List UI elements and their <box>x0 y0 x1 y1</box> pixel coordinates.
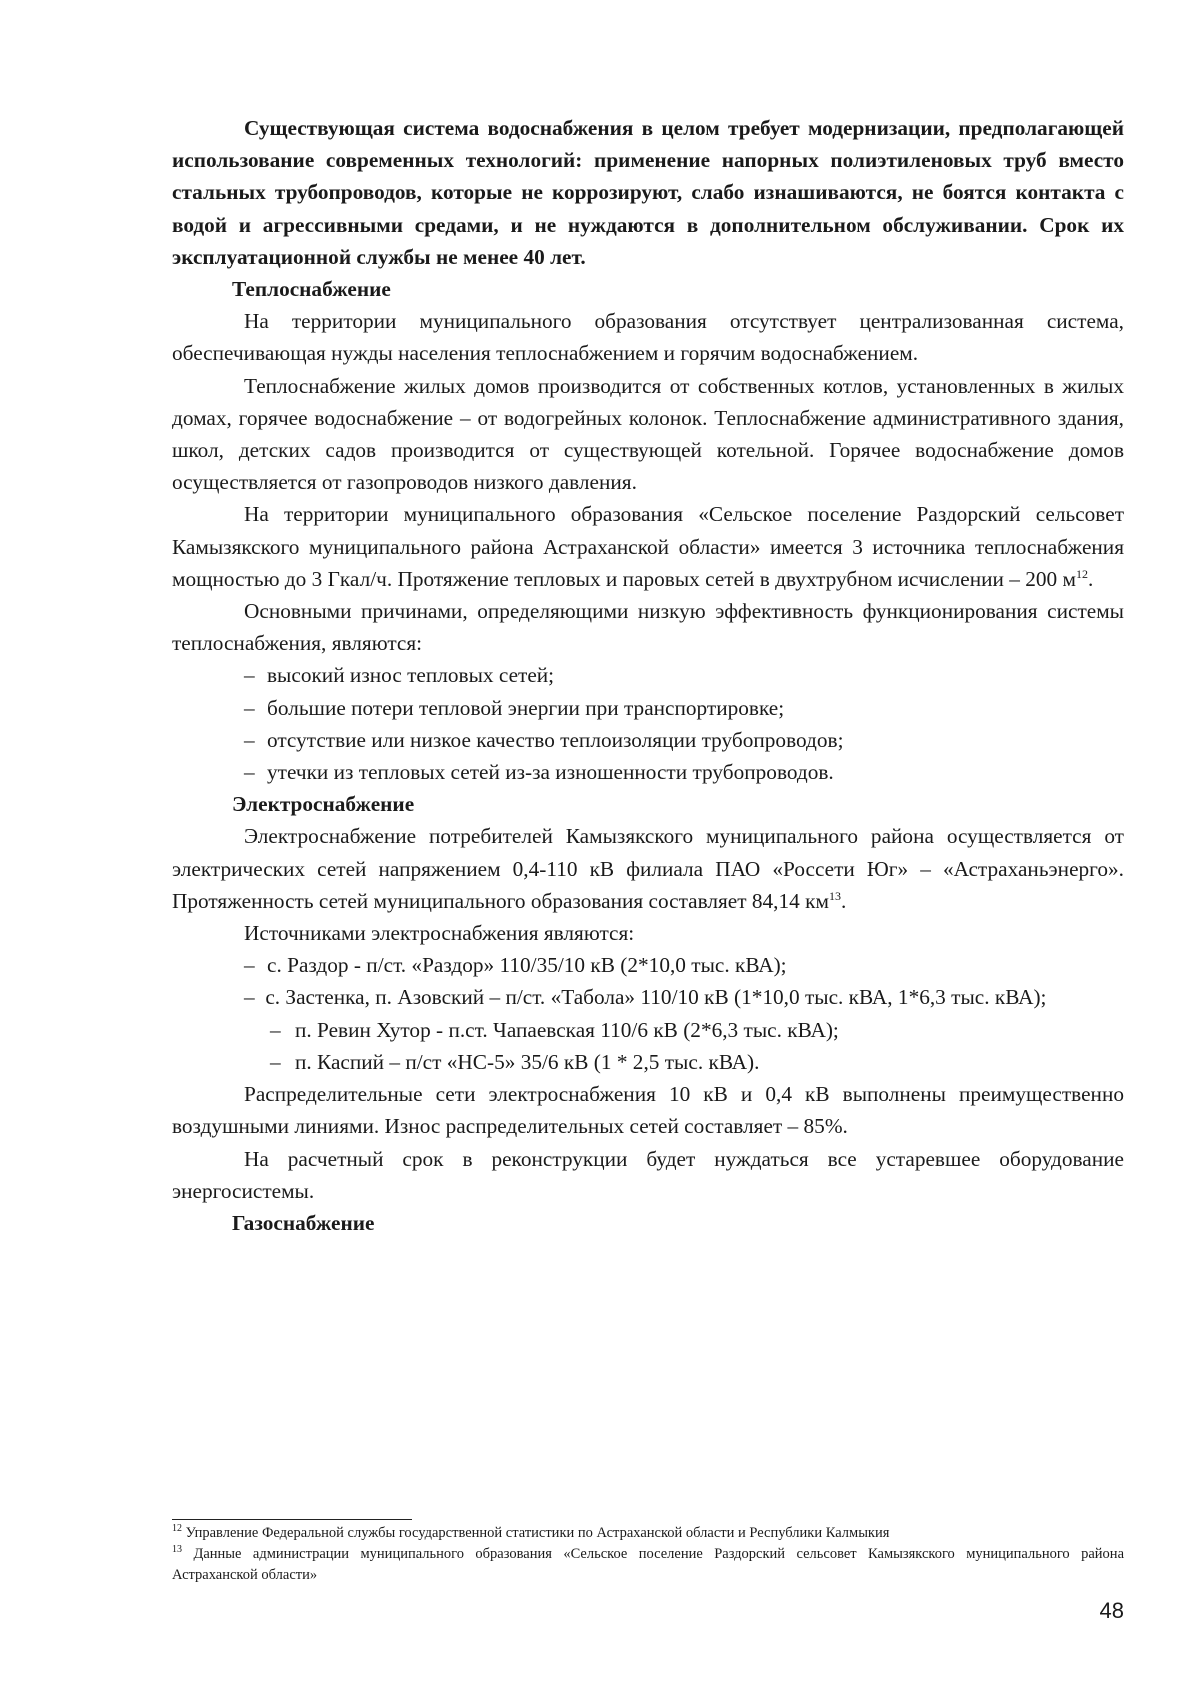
bullet-dash: – <box>244 663 255 688</box>
bullet-dash: – <box>244 985 255 1010</box>
footnote-number: 12 <box>172 1523 182 1535</box>
footnote-12 <box>172 1523 1124 1544</box>
heat-bullet-3 <box>172 724 1124 756</box>
footnote-ref-13: 13 <box>828 888 841 903</box>
elec-bullet-text: с. Раздор - п/ст. «Раздор» 110/35/10 кВ (2*10,0 тыс. кВА); <box>267 953 787 978</box>
heat-bullet-text: высокий износ тепловых сетей; <box>267 663 555 688</box>
heat-bullet-2 <box>172 692 1124 724</box>
footnote-text: Управление Федеральной службы государственной статистики по Астраханской области и Республики Калмыкия <box>185 1525 890 1541</box>
footnotes <box>172 1523 1124 1586</box>
bullet-dash: – <box>270 1017 281 1042</box>
heat-bullet-text: утечки из тепловых сетей из-за изношенности трубопроводов. <box>267 760 834 785</box>
bullet-dash: – <box>244 727 255 752</box>
heating-sources-paragraph: Теплоснабжение жилых домов производится от собственных котлов, установленных в жилых домах, горячее водоснабжение – от водогрейных колонок. Теплоснабжение административного здания, школ, детских садов производится от существующей котельной. Горячее водоснабжение домов осуществляется от газопроводов низкого давления. <box>172 373 1124 495</box>
heat-bullet-4 <box>172 756 1124 788</box>
footnote-number: 13 <box>172 1544 182 1556</box>
heat-bullet-1 <box>172 659 1124 691</box>
heat-supply-heading: Теплоснабжение <box>232 277 391 302</box>
elec-bullet-3 <box>172 1014 1124 1046</box>
inefficiency-causes-paragraph: Основными причинами, определяющими низкую эффективность функционирования системы теплоснабжения, являются: <box>172 599 1124 656</box>
electricity-supply-end: . <box>840 888 847 913</box>
bullet-dash: – <box>244 695 255 720</box>
footnote-separator <box>172 1519 412 1520</box>
heat-networks-end: . <box>1087 566 1094 591</box>
heat-bullet-text: отсутствие или низкое качество теплоизоляции трубопроводов; <box>267 727 844 752</box>
elec-bullet-text: с. Застенка, п. Азовский – п/ст. «Табола» 110/10 кВ (1*10,0 тыс. кВА, 1*6,3 тыс. кВА); <box>265 985 1047 1010</box>
electricity-heading: Электроснабжение <box>232 792 415 817</box>
footnote-13 <box>172 1544 1124 1586</box>
bullet-dash: – <box>244 953 255 978</box>
elec-bullet-1 <box>172 949 1124 981</box>
reconstruction-paragraph: На расчетный срок в реконструкции будет нуждаться все устаревшее оборудование энергосистемы. <box>172 1146 1124 1203</box>
bullet-dash: – <box>244 760 255 785</box>
elec-bullet-text: п. Каспий – п/ст «НС-5» 35/6 кВ (1 * 2,5 тыс. кВА). <box>295 1049 760 1074</box>
elec-bullet-text: п. Ревин Хутор - п.ст. Чапаевская 110/6 кВ (2*6,3 тыс. кВА); <box>295 1017 839 1042</box>
page-number: 48 <box>1099 1598 1124 1623</box>
heat-bullet-text: большие потери тепловой энергии при транспортировке; <box>267 695 785 720</box>
electricity-supply-text: Электроснабжение потребителей Камызякского муниципального района осуществляется от электрических сетей напряжением 0,4-110 кВ филиала ПАО «Россети Юг» – «Астраханьэнерго». Протяженность сетей муниципального образования составляет 84,14 км <box>172 824 1124 913</box>
elec-bullet-4 <box>172 1046 1124 1078</box>
page-body <box>172 112 1124 1239</box>
distribution-networks-paragraph: Распределительные сети электроснабжения 10 кВ и 0,4 кВ выполнены преимущественно воздушными линиями. Износ распределительных сетей составляет – 85%. <box>172 1082 1124 1139</box>
bullet-dash: – <box>270 1049 281 1074</box>
heat-networks-text: На территории муниципального образования «Сельское поселение Раздорский сельсовет Камызякского муниципального района Астраханской области» имеется 3 источника теплоснабжения мощностью до 3 Гкал/ч. Протяжение тепловых и паровых сетей в двухтрубном исчислении – 200 м <box>172 502 1124 591</box>
footnote-text: Данные администрации муниципального образования «Сельское поселение Раздорский сельсовет Камызякского муниципального района Астраханской области» <box>172 1546 1125 1583</box>
electricity-supply-paragraph <box>172 820 1124 917</box>
heat-networks-paragraph <box>172 498 1124 595</box>
no-central-heating-paragraph: На территории муниципального образования отсутствует централизованная система, обеспечивающая нужды населения теплоснабжением и горячим водоснабжением. <box>172 309 1124 366</box>
footnote-ref-12: 12 <box>1075 566 1088 581</box>
gas-supply-heading: Газоснабжение <box>232 1210 375 1235</box>
elec-bullet-2 <box>172 981 1124 1013</box>
modernization-paragraph: Существующая система водоснабжения в целом требует модернизации, предполагающей использование современных технологий: применение напорных полиэтиленовых труб вместо стальных трубопроводов, которые не коррозируют, слабо изнашиваются, не боятся контакта с водой и агрессивными средами, и не нуждаются в дополнительном обслуживании. Срок их эксплуатационной службы не менее 40 лет. <box>172 116 1124 269</box>
electricity-sources-intro: Источниками электроснабжения являются: <box>244 921 635 946</box>
